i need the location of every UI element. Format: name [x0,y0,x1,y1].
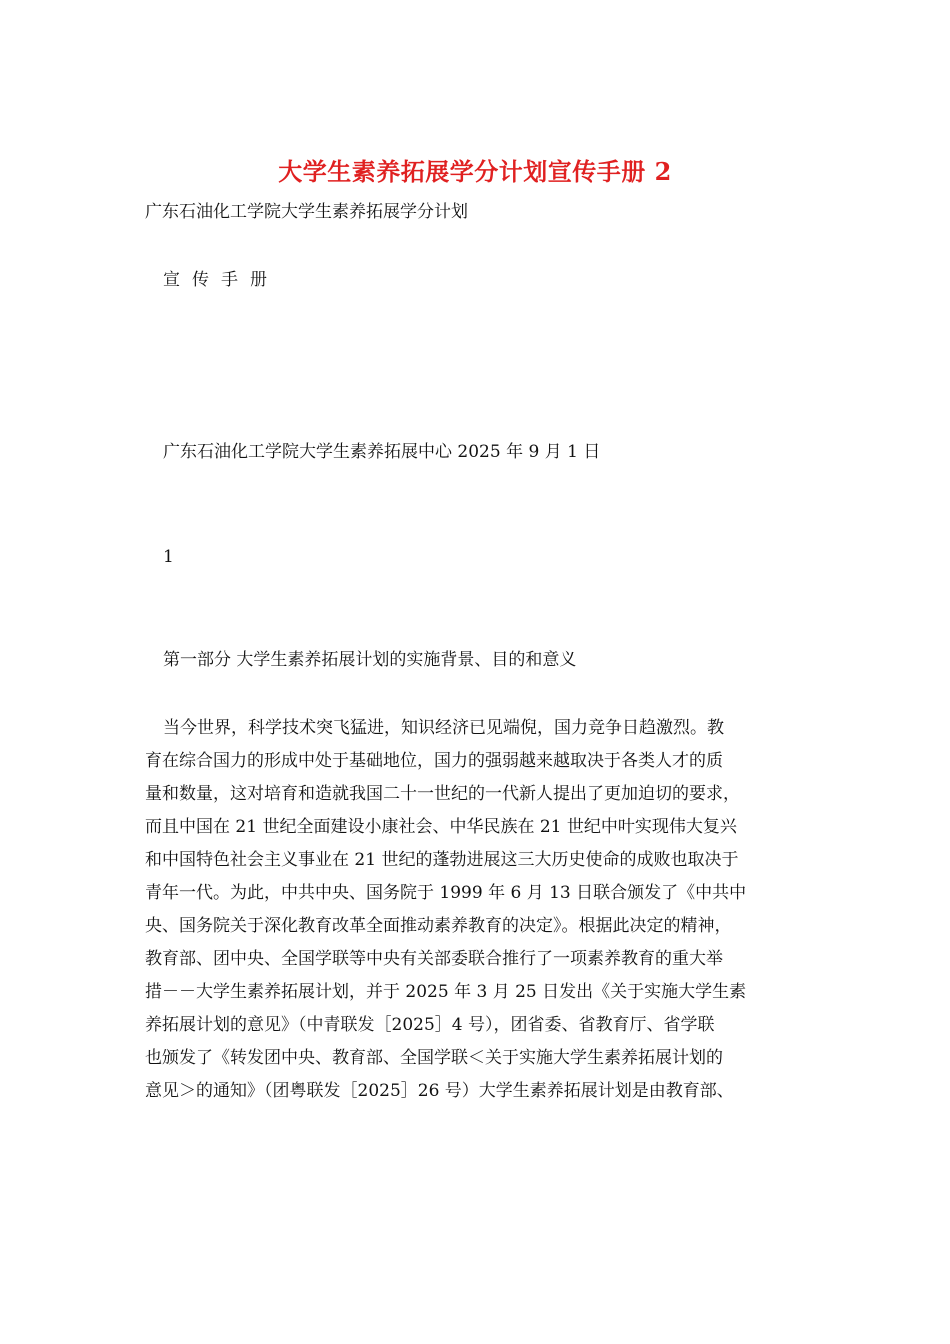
paragraph-line: 而且中国在 21 世纪全面建设小康社会、中华民族在 21 世纪中叶实现伟大复兴 [145,817,737,837]
page-number: 1 [163,547,174,567]
paragraph-line: 教育部、团中央、全国学联等中央有关部委联合推行了一项素养教育的重大举 [145,949,723,969]
paragraph-line: 央、国务院关于深化教育改革全面推动素养教育的决定》。根据此决定的精神， [145,916,732,936]
paragraph-line: 措－－大学生素养拓展计划，并于 2025 年 3 月 25 日发出《关于实施大学生素 [145,982,747,1002]
manual-label: 宣传手册 [163,270,279,290]
section-heading: 第一部分 大学生素养拓展计划的实施背景、目的和意义 [163,650,577,670]
paragraph-line: 量和数量，这对培育和造就我国二十一世纪的一代新人提出了更加迫切的要求， [145,784,740,804]
body-paragraph [145,712,805,1108]
document-subtitle: 广东石油化工学院大学生素养拓展学分计划 [145,202,468,222]
paragraph-line: 育在综合国力的形成中处于基础地位，国力的强弱越来越取决于各类人才的质 [145,751,723,771]
paragraph-line: 也颁发了《转发团中央、教育部、全国学联＜关于实施大学生素养拓展计划的 [145,1048,723,1068]
organization-date-line: 广东石油化工学院大学生素养拓展中心 2025 年 9 月 1 日 [163,442,601,462]
paragraph-line: 青年一代。为此，中共中央、国务院于 1999 年 6 月 13 日联合颁发了《中共中 [145,883,747,903]
paragraph-line: 养拓展计划的意见》（中青联发［2025］4 号），团省委、省教育厅、省学联 [145,1015,715,1035]
document-title: 大学生素养拓展学分计划宣传手册 2 [278,157,672,186]
paragraph-line: 意见＞的通知》（团粤联发［2025］26 号）大学生素养拓展计划是由教育部、 [145,1081,734,1101]
paragraph-line: 当今世界，科学技术突飞猛进，知识经济已见端倪，国力竞争日趋激烈。教 [163,718,724,738]
paragraph-line: 和中国特色社会主义事业在 21 世纪的蓬勃进展这三大历史使命的成败也取决于 [145,850,739,870]
